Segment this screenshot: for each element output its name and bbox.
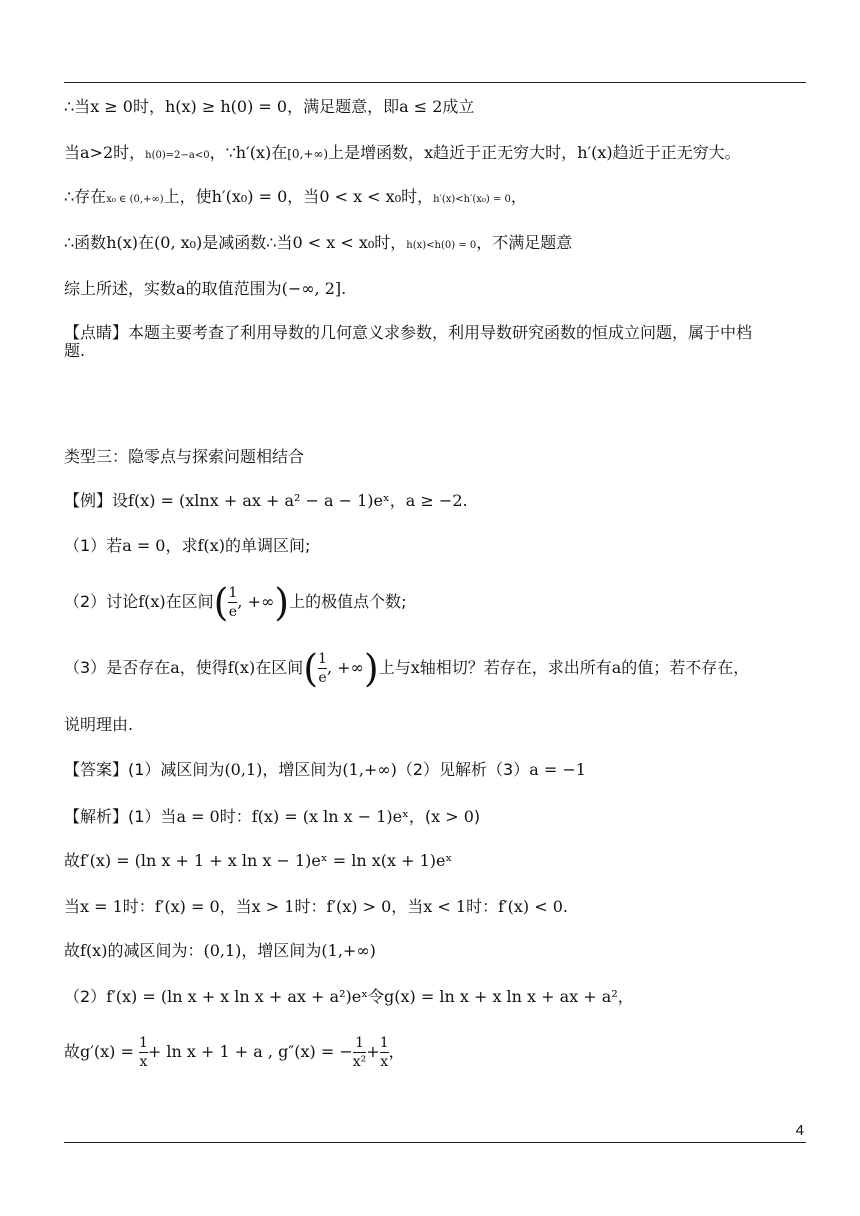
math: f(x) bbox=[80, 941, 108, 960]
text: ∴当 bbox=[64, 97, 91, 116]
math: f′(x) > 0 bbox=[326, 897, 392, 916]
math: a bbox=[611, 658, 622, 677]
text: 当 bbox=[64, 897, 81, 916]
text: 题. bbox=[64, 341, 86, 360]
line-13 bbox=[64, 714, 133, 736]
text: 【解析】(1）当 bbox=[64, 807, 177, 826]
text: 时： bbox=[294, 897, 327, 916]
text: 时， bbox=[132, 97, 165, 116]
text: 是减函数∴当 bbox=[202, 233, 293, 252]
text: ， bbox=[510, 187, 527, 206]
math: (1,+∞) bbox=[342, 760, 397, 779]
math: x bbox=[410, 658, 420, 677]
math: x bbox=[424, 143, 434, 162]
numerator: 1 bbox=[138, 1035, 148, 1051]
text: 故 bbox=[64, 1042, 81, 1061]
math: (0, x₀) bbox=[154, 233, 203, 252]
text: 【答案】(1）减区间为 bbox=[64, 760, 225, 779]
math: 0 < x < x₀ bbox=[292, 233, 375, 252]
line-10 bbox=[64, 535, 310, 557]
denominator: x² bbox=[352, 1054, 367, 1070]
section-heading: 类型三：隐零点与探索问题相结合 bbox=[64, 447, 305, 466]
line-18 bbox=[64, 940, 376, 962]
text: ，当 bbox=[391, 897, 424, 916]
line-2 bbox=[64, 142, 741, 167]
fraction bbox=[380, 1035, 389, 1070]
math: a ≥ −2 bbox=[405, 491, 463, 510]
line-9 bbox=[64, 490, 468, 512]
math: (1,+∞) bbox=[321, 941, 376, 960]
text: 的单调区间; bbox=[224, 536, 311, 555]
text: 的减区间为： bbox=[107, 941, 204, 960]
math: (0,1) bbox=[224, 760, 263, 779]
math: x₀ ∈ (0,+∞) bbox=[106, 194, 164, 205]
text: ， bbox=[617, 987, 634, 1006]
math: a = −1 bbox=[529, 760, 586, 779]
line-4 bbox=[64, 232, 572, 257]
text: 时： bbox=[122, 897, 155, 916]
text: 时， bbox=[113, 143, 146, 162]
math: h′(x₀) = 0 bbox=[211, 187, 288, 206]
header-rule bbox=[64, 82, 806, 83]
line-14 bbox=[64, 759, 586, 781]
text: ，增区间为 bbox=[262, 760, 343, 779]
math: f(x) bbox=[197, 536, 225, 555]
line-6 bbox=[64, 322, 752, 344]
line-15 bbox=[64, 806, 480, 828]
text: （2）见解析（3） bbox=[396, 760, 530, 779]
text: 上是增函数， bbox=[328, 143, 425, 162]
math: (−∞, 2] bbox=[281, 279, 342, 298]
text: . bbox=[341, 279, 347, 298]
text: ，∵ bbox=[209, 143, 236, 162]
math: f(x) bbox=[138, 592, 166, 611]
denominator: e bbox=[318, 670, 327, 686]
line-5 bbox=[64, 278, 346, 300]
math: g′(x) = bbox=[80, 1042, 139, 1061]
math: (0,1) bbox=[203, 941, 242, 960]
text: 上的极值点个数; bbox=[289, 592, 407, 611]
line-7 bbox=[64, 340, 85, 362]
text: ， bbox=[389, 491, 406, 510]
right-paren: ) bbox=[363, 646, 379, 691]
numerator: 1 bbox=[355, 1035, 364, 1051]
text: ，增区间为 bbox=[241, 941, 322, 960]
line-3 bbox=[64, 186, 527, 211]
text: 说明理由. bbox=[64, 715, 134, 734]
text: 成立 bbox=[442, 97, 475, 116]
text: ，当 bbox=[287, 187, 320, 206]
text: ∴存在 bbox=[64, 187, 107, 206]
text: （2） bbox=[64, 987, 107, 1006]
text: 在 bbox=[138, 233, 155, 252]
math: f(x) = (x ln x − 1)eˣ bbox=[251, 807, 409, 826]
line-17 bbox=[64, 896, 568, 918]
text: 上与 bbox=[378, 658, 411, 677]
text: 在区间 bbox=[165, 592, 214, 611]
math: x > 1 bbox=[251, 897, 295, 916]
line-12 bbox=[64, 646, 750, 691]
math: f(x) = (xlnx + ax + a² − a − 1)eˣ bbox=[128, 491, 390, 510]
math: h(x)<h(0) = 0 bbox=[406, 240, 477, 251]
text: . bbox=[462, 491, 468, 510]
line-19 bbox=[64, 986, 634, 1008]
text: 上，使 bbox=[163, 187, 212, 206]
math: f′(x) = 0 bbox=[154, 897, 220, 916]
line-11 bbox=[64, 580, 407, 625]
math: + bbox=[366, 1042, 380, 1061]
fraction bbox=[139, 1035, 148, 1070]
line-20 bbox=[64, 1030, 405, 1074]
fraction bbox=[353, 1035, 367, 1070]
text: 的取值范围为 bbox=[185, 279, 282, 298]
math: h′(x) bbox=[235, 143, 272, 162]
text: ，不满足题意 bbox=[476, 233, 573, 252]
fraction-bar bbox=[318, 668, 327, 669]
math: a = 0 bbox=[176, 807, 220, 826]
text: ，求 bbox=[165, 536, 198, 555]
text: 在 bbox=[271, 143, 288, 162]
math: h(x) bbox=[106, 233, 138, 252]
line-16 bbox=[64, 850, 452, 872]
fraction bbox=[318, 651, 327, 686]
text: 时， bbox=[401, 187, 434, 206]
text: ∴函数 bbox=[64, 233, 107, 252]
text: ， bbox=[388, 1042, 405, 1061]
text: ，使得 bbox=[179, 658, 228, 677]
math: a bbox=[176, 279, 186, 298]
math: h′(x)<h′(x₀) = 0 bbox=[433, 194, 511, 205]
math: x < 1 bbox=[423, 897, 467, 916]
text: （2）讨论 bbox=[64, 592, 139, 611]
left-paren: ( bbox=[213, 580, 229, 625]
math: [0,+∞) bbox=[287, 147, 329, 161]
text: （3）是否存在 bbox=[64, 658, 171, 677]
math: , +∞ bbox=[326, 658, 364, 677]
numerator: 1 bbox=[318, 651, 327, 667]
math: f′(x) = (ln x + 1 + x ln x − 1)eˣ = ln x(x + 1)eˣ bbox=[80, 851, 453, 870]
math: a bbox=[170, 658, 180, 677]
math: 0 < x < x₀ bbox=[319, 187, 402, 206]
text: （1）若 bbox=[64, 536, 123, 555]
text: 故 bbox=[64, 941, 81, 960]
text: 趋近于正无穷大时， bbox=[433, 143, 578, 162]
text: 时： bbox=[466, 897, 499, 916]
text: 趋近于正无穷大。 bbox=[612, 143, 741, 162]
text: ) bbox=[473, 807, 481, 826]
fraction-bar bbox=[139, 1052, 148, 1053]
math: h(0)=2−a<0 bbox=[145, 150, 210, 161]
line-8 bbox=[64, 446, 304, 468]
numerator: 1 bbox=[379, 1035, 389, 1051]
text: 【点睛】本题主要考查了利用导数的几何意义求参数，利用导数研究函数的恒成立问题，属于中档 bbox=[64, 323, 753, 342]
math: x > 0 bbox=[431, 807, 474, 826]
text: ，当 bbox=[219, 897, 252, 916]
text: ，( bbox=[408, 807, 432, 826]
text: 时： bbox=[219, 807, 252, 826]
text: 时， bbox=[374, 233, 407, 252]
math: a = 0 bbox=[122, 536, 166, 555]
math: f′(x) < 0 bbox=[498, 897, 563, 916]
text: 的值；若不存在， bbox=[621, 658, 750, 677]
math: h′(x) bbox=[577, 143, 613, 162]
footer-rule bbox=[64, 1142, 806, 1143]
text: 故 bbox=[64, 851, 81, 870]
math: x = 1 bbox=[80, 897, 123, 916]
denominator: x bbox=[380, 1054, 389, 1070]
numerator: 1 bbox=[228, 585, 238, 601]
math: x ≥ 0 bbox=[90, 97, 133, 116]
text: 【例】设 bbox=[64, 491, 129, 510]
page-number: 4 bbox=[795, 1122, 804, 1139]
text: 综上所述，实数 bbox=[64, 279, 177, 298]
text: 轴相切？若存在，求出所有 bbox=[419, 658, 612, 677]
text: 当 bbox=[64, 143, 81, 162]
line-1 bbox=[64, 96, 474, 118]
math: a ≤ 2 bbox=[399, 97, 443, 116]
math: , +∞ bbox=[237, 592, 275, 611]
math: f′(x) = (ln x + x ln x + ax + a²)eˣ bbox=[106, 987, 368, 1006]
denominator: e bbox=[228, 604, 238, 620]
text: ，满足题意，即 bbox=[287, 97, 400, 116]
fraction-bar bbox=[353, 1052, 367, 1053]
denominator: x bbox=[139, 1054, 148, 1070]
fraction-bar bbox=[380, 1052, 389, 1053]
left-paren: ( bbox=[303, 646, 319, 691]
text: . bbox=[562, 897, 569, 916]
text: 在区间 bbox=[255, 658, 304, 677]
text: 令 bbox=[367, 987, 384, 1006]
math: g(x) = ln x + x ln x + ax + a² bbox=[384, 987, 618, 1006]
right-paren: ) bbox=[274, 580, 290, 625]
math: + ln x + 1 + a , g″(x) = − bbox=[147, 1042, 353, 1061]
math: f(x) bbox=[227, 658, 256, 677]
math: h(x) ≥ h(0) = 0 bbox=[164, 97, 288, 116]
math: a>2 bbox=[80, 143, 114, 162]
